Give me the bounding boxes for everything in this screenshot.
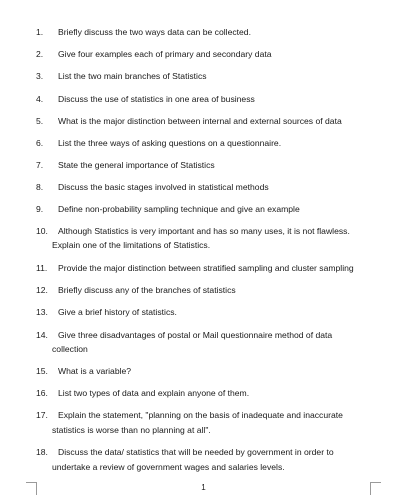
question-text: List two types of data and explain anyone of them. (58, 388, 250, 398)
question-number: 10. (36, 226, 48, 236)
question-text: What is the major distinction between internal and external sources of data (58, 116, 342, 126)
page-number: 1 (201, 483, 206, 492)
question-text: Define non-probability sampling technique and give an example (58, 204, 300, 214)
question-text-continuation: Explain one of the limitations of Statistics. (52, 240, 211, 250)
question-text: What is a variable? (58, 366, 132, 376)
question-number: 18. (36, 447, 48, 457)
question-text: Discuss the data/ statistics that will be needed by government in order to (58, 447, 334, 457)
question-number: 3. (36, 71, 44, 81)
question-number: 11. (36, 263, 48, 273)
question-number: 13. (36, 307, 48, 317)
question-text: Although Statistics is very important and has so many uses, it is not flawless. (58, 226, 350, 236)
question-text: Give four examples each of primary and secondary data (58, 49, 272, 59)
question-text: Discuss the use of statistics in one area of business (58, 94, 255, 104)
question-number: 8. (36, 182, 44, 192)
question-text-continuation: undertake a review of government wages and salaries levels. (52, 462, 285, 472)
question-number: 5. (36, 116, 44, 126)
question-text: Explain the statement, "planning on the basis of inadequate and inaccurate (58, 410, 343, 420)
question-number: 16. (36, 388, 48, 398)
question-number: 7. (36, 160, 44, 170)
question-text: Briefly discuss any of the branches of statistics (58, 285, 236, 295)
question-text-continuation: statistics is worse than no planning at all". (52, 425, 211, 435)
question-number: 15. (36, 366, 48, 376)
question-text: Discuss the basic stages involved in statistical methods (58, 182, 269, 192)
question-number: 4. (36, 94, 44, 104)
question-text: List the three ways of asking questions on a questionnaire. (58, 138, 282, 148)
question-number: 2. (36, 49, 44, 59)
question-text: Give a brief history of statistics. (58, 307, 177, 317)
question-text: State the general importance of Statistics (58, 160, 215, 170)
question-number: 12. (36, 285, 48, 295)
question-number: 9. (36, 204, 44, 214)
question-text: Provide the major distinction between stratified sampling and cluster sampling (58, 263, 354, 273)
question-text: List the two main branches of Statistics (58, 71, 207, 81)
question-number: 14. (36, 330, 48, 340)
question-text: Briefly discuss the two ways data can be collected. (58, 27, 251, 37)
question-number: 6. (36, 138, 44, 148)
question-text-continuation: collection (52, 344, 88, 354)
question-text: Give three disadvantages of postal or Mail questionnaire method of data (58, 330, 333, 340)
question-number: 1. (36, 27, 44, 37)
question-number: 17. (36, 410, 48, 420)
